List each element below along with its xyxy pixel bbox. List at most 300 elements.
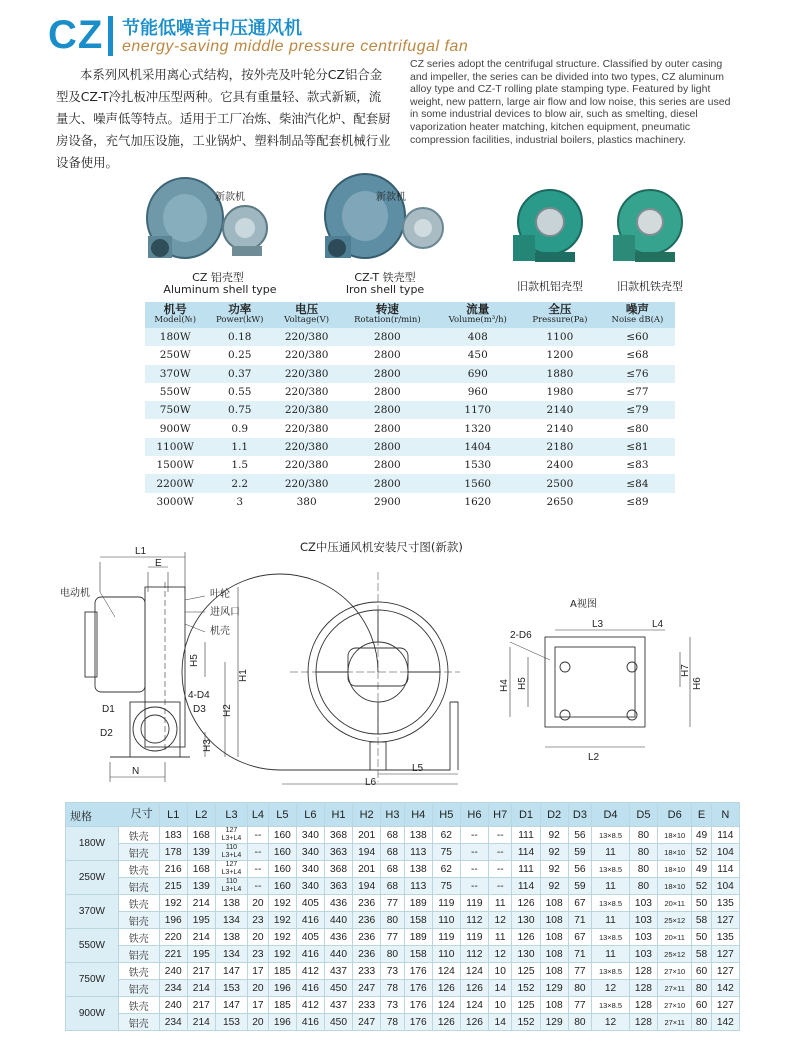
dim-4-D4: 4-D4: [188, 690, 210, 701]
dim-cell: 247: [353, 1014, 381, 1031]
dim-header: H1: [324, 803, 352, 827]
dim-cell: 112: [460, 912, 488, 929]
spec-cell: 2800: [339, 365, 435, 383]
spec-cell: 370W: [145, 365, 205, 383]
dim-cell: 68: [381, 844, 405, 861]
dim-type-cell: 铝壳: [118, 1014, 159, 1031]
spec-cell: 450: [436, 346, 520, 364]
dim-cell: 17: [248, 963, 269, 980]
dim-cell: 126: [512, 929, 540, 946]
dim-cell: 25×12: [657, 946, 691, 963]
dim-cell: 368: [324, 861, 352, 878]
dim-cell: 340: [296, 827, 324, 844]
dim-cell: 214: [187, 1014, 215, 1031]
dim-cell: 221: [159, 946, 187, 963]
spec-cell: 1.5: [205, 456, 274, 474]
side-view: [85, 552, 238, 782]
dim-model-cell: 900W: [66, 997, 119, 1031]
dim-cell: 135: [711, 929, 739, 946]
dim-cell: 138: [404, 861, 432, 878]
page-header: [48, 12, 748, 58]
dim-cell: 440: [324, 912, 352, 929]
dim-H6: H6: [692, 677, 703, 690]
dim-cell: 119: [460, 929, 488, 946]
spec-cell: 2800: [339, 346, 435, 364]
dim-cell: 168: [187, 861, 215, 878]
dim-cell: 176: [404, 980, 432, 997]
dim-cell: 436: [324, 929, 352, 946]
dim-cell: 240: [159, 997, 187, 1014]
dim-cell: 416: [296, 946, 324, 963]
dim-header: L4: [248, 803, 269, 827]
dim-cell: 75: [432, 878, 460, 895]
dim-cell: 160: [268, 878, 296, 895]
spec-cell: 380: [274, 493, 339, 511]
spec-cell: 250W: [145, 346, 205, 364]
dim-header: H2: [353, 803, 381, 827]
dim-cell: 113: [404, 878, 432, 895]
spec-cell: 1500W: [145, 456, 205, 474]
dim-cell: 114: [512, 844, 540, 861]
dim-cell: 147: [215, 997, 247, 1014]
dim-cell: 27×11: [657, 1014, 691, 1031]
dim-cell: 124: [460, 963, 488, 980]
dim-cell: 234: [159, 1014, 187, 1031]
dim-cell: --: [488, 878, 512, 895]
dim-row: [66, 1014, 740, 1031]
dim-cell: 405: [296, 929, 324, 946]
old-aluminum-fan-photo: [505, 180, 605, 275]
dim-cell: 58: [692, 946, 711, 963]
corner-size-label: 尺寸: [130, 807, 153, 820]
dim-cell: 73: [381, 963, 405, 980]
dim-cell: 20×11: [657, 929, 691, 946]
spec-row: [145, 438, 675, 456]
dim-cell: 77: [381, 895, 405, 912]
dim-cell: 73: [381, 997, 405, 1014]
old-aluminum-caption: 旧款机铝壳型: [517, 280, 583, 293]
dim-cell: 450: [324, 1014, 352, 1031]
dim-cell: 20: [248, 929, 269, 946]
dimension-table: [65, 802, 740, 1031]
spec-cell: 2200W: [145, 474, 205, 492]
dim-cell: 80: [692, 1014, 711, 1031]
dim-row: [66, 963, 740, 980]
dim-cell: 108: [540, 895, 568, 912]
dim-cell: 18×10: [657, 861, 691, 878]
cz-caption-cn: CZ 铝壳型: [192, 271, 244, 284]
dim-cell: 12: [592, 1014, 630, 1031]
dim-cell: 13×8.5: [592, 963, 630, 980]
dim-cell: 18×10: [657, 844, 691, 861]
czt-caption-cn: CZ-T 铁壳型: [354, 271, 416, 284]
new-label-2: 新款机: [376, 192, 406, 203]
spec-cell: 0.75: [205, 401, 274, 419]
dim-cell: 340: [296, 844, 324, 861]
dim-cell: 176: [404, 963, 432, 980]
dim-cell: 158: [404, 912, 432, 929]
spec-cell: 2800: [339, 401, 435, 419]
dim-cell: 78: [381, 980, 405, 997]
dim-cell: 17: [248, 997, 269, 1014]
spec-cell: ≤68: [600, 346, 675, 364]
dim-cell: 110 L3+L4: [215, 878, 247, 895]
dim-cell: 412: [296, 997, 324, 1014]
spec-cell: ≤89: [600, 493, 675, 511]
dim-cell: 124: [432, 963, 460, 980]
dim-cell: 130: [512, 912, 540, 929]
dim-cell: 13×8.5: [592, 929, 630, 946]
dim-cell: 11: [592, 844, 630, 861]
old-iron-caption: 旧款机铁壳型: [617, 280, 683, 293]
title-cn: 节能低噪音中压通风机: [122, 18, 302, 39]
dim-cell: 59: [568, 844, 592, 861]
dim-cell: 437: [324, 963, 352, 980]
dim-D2: D2: [100, 728, 113, 739]
dim-cell: 80: [568, 1014, 592, 1031]
spec-cell: 1100: [520, 328, 600, 346]
dim-cell: 119: [432, 895, 460, 912]
dim-header: D5: [629, 803, 657, 827]
spec-cell: 2800: [339, 328, 435, 346]
dim-cell: 71: [568, 912, 592, 929]
spec-table-body: [145, 328, 675, 511]
dim-cell: 127: [711, 963, 739, 980]
spec-table: [145, 302, 675, 511]
dim-D3: D3: [193, 704, 206, 715]
dim-cell: 59: [568, 878, 592, 895]
spec-cell: 2900: [339, 493, 435, 511]
dim-cell: 139: [187, 844, 215, 861]
spec-cell: 1.1: [205, 438, 274, 456]
dim-cell: 236: [353, 946, 381, 963]
dim-cell: 10: [488, 963, 512, 980]
dim-cell: 436: [324, 895, 352, 912]
dim-cell: 112: [460, 946, 488, 963]
spec-cell: 1100W: [145, 438, 205, 456]
spec-row: [145, 419, 675, 437]
dim-cell: 68: [381, 827, 405, 844]
dim-cell: 236: [353, 912, 381, 929]
dim-cell: 108: [540, 997, 568, 1014]
product-photos: [140, 168, 700, 308]
dim-row: [66, 895, 740, 912]
dim-cell: 58: [692, 912, 711, 929]
dim-cell: 104: [711, 878, 739, 895]
dim-cell: 368: [324, 827, 352, 844]
dim-cell: 114: [512, 878, 540, 895]
dim-cell: 134: [215, 946, 247, 963]
dim-cell: 363: [324, 844, 352, 861]
dim-cell: 126: [432, 1014, 460, 1031]
series-code: CZ: [48, 13, 104, 57]
dim-cell: 152: [512, 980, 540, 997]
dim-cell: 217: [187, 997, 215, 1014]
dim-cell: 111: [512, 861, 540, 878]
dim-L1: L1: [135, 546, 147, 557]
dim-cell: 80: [568, 980, 592, 997]
dim-cell: 405: [296, 895, 324, 912]
dim-cell: 108: [540, 929, 568, 946]
drawing-title: CZ中压通风机安装尺寸图(新款): [300, 540, 463, 554]
dim-cell: 127 L3+L4: [215, 861, 247, 878]
dim-cell: 56: [568, 861, 592, 878]
dim-H2: H2: [222, 704, 233, 717]
dim-cell: 10: [488, 997, 512, 1014]
spec-row: [145, 401, 675, 419]
dim-cell: 195: [187, 946, 215, 963]
spec-header-row: [145, 302, 675, 328]
spec-cell: 2140: [520, 419, 600, 437]
spec-cell: 1170: [436, 401, 520, 419]
dim-cell: --: [488, 827, 512, 844]
dim-cell: 67: [568, 929, 592, 946]
dim-header: D1: [512, 803, 540, 827]
dim-cell: 50: [692, 895, 711, 912]
dim-cell: 60: [692, 997, 711, 1014]
spec-row: [145, 456, 675, 474]
dim-cell: 416: [296, 980, 324, 997]
dim-header: H7: [488, 803, 512, 827]
spec-header: 功率 Power(kW): [205, 302, 274, 328]
dim-H3: H3: [202, 739, 213, 752]
spec-cell: ≤80: [600, 419, 675, 437]
dim-type-cell: 铁壳: [118, 963, 159, 980]
dim-header: D6: [657, 803, 691, 827]
dim-cell: --: [460, 861, 488, 878]
dim-type-cell: 铁壳: [118, 997, 159, 1014]
spec-header: 机号 Model(№): [145, 302, 205, 328]
dim-header: H6: [460, 803, 488, 827]
dim-cell: 125: [512, 997, 540, 1014]
dim-cell: 27×10: [657, 963, 691, 980]
dim-cell: 75: [432, 844, 460, 861]
dim-cell: 138: [215, 895, 247, 912]
dim-cell: 18×10: [657, 827, 691, 844]
dim-cell: 110 L3+L4: [215, 844, 247, 861]
a-view-labels: [499, 598, 703, 763]
dim-cell: 13×8.5: [592, 997, 630, 1014]
dim-cell: 20×11: [657, 895, 691, 912]
dim-cell: 77: [381, 929, 405, 946]
spec-row: [145, 493, 675, 511]
side-view-labels: [60, 546, 249, 777]
dim-2-D6: 2-D6: [510, 630, 532, 641]
dim-cell: 110: [432, 946, 460, 963]
dim-cell: 233: [353, 997, 381, 1014]
spec-cell: 900W: [145, 419, 205, 437]
dim-cell: 12: [488, 946, 512, 963]
dim-row: [66, 878, 740, 895]
dim-cell: 80: [629, 827, 657, 844]
dim-cell: 126: [460, 980, 488, 997]
dim-cell: 176: [404, 1014, 432, 1031]
dim-header: H4: [404, 803, 432, 827]
spec-header: 电压 Voltage(V): [274, 302, 339, 328]
dim-type-cell: 铝壳: [118, 878, 159, 895]
dim-cell: 11: [592, 878, 630, 895]
dim-H4: H4: [499, 679, 510, 692]
dim-cell: 127: [711, 946, 739, 963]
dim-cell: 49: [692, 861, 711, 878]
dim-header: D3: [568, 803, 592, 827]
spec-cell: 1980: [520, 383, 600, 401]
dim-type-cell: 铁壳: [118, 827, 159, 844]
dim-type-cell: 铝壳: [118, 912, 159, 929]
spec-cell: 1320: [436, 419, 520, 437]
spec-cell: 2800: [339, 456, 435, 474]
spec-cell: 2800: [339, 438, 435, 456]
dim-cell: 108: [540, 946, 568, 963]
dim-N: N: [132, 766, 140, 777]
dim-cell: 23: [248, 912, 269, 929]
dim-cell: 214: [187, 929, 215, 946]
dim-cell: 192: [268, 946, 296, 963]
dim-cell: 52: [692, 844, 711, 861]
cz-caption-en: Aluminum shell type: [163, 283, 277, 296]
dim-cell: 11: [488, 895, 512, 912]
dim-cell: 416: [296, 912, 324, 929]
spec-cell: ≤81: [600, 438, 675, 456]
dim-cell: 126: [432, 980, 460, 997]
dim-row: [66, 827, 740, 844]
dim-cell: 138: [215, 929, 247, 946]
dim-cell: --: [460, 878, 488, 895]
dim-cell: 240: [159, 963, 187, 980]
dim-cell: 185: [268, 963, 296, 980]
dim-cell: 189: [404, 929, 432, 946]
dim-cell: 27×11: [657, 980, 691, 997]
label-a-view: A视图: [570, 599, 597, 610]
dim-cell: 119: [432, 929, 460, 946]
spec-cell: 3: [205, 493, 274, 511]
spec-cell: ≤79: [600, 401, 675, 419]
spec-cell: 960: [436, 383, 520, 401]
dim-L3: L3: [592, 619, 604, 630]
header-divider: [108, 16, 113, 56]
dim-cell: 80: [629, 844, 657, 861]
dim-L6: L6: [365, 777, 377, 788]
spec-header: 全压 Pressure(Pa): [520, 302, 600, 328]
dim-cell: 138: [404, 827, 432, 844]
dim-table-body: [66, 827, 740, 1031]
spec-cell: 2180: [520, 438, 600, 456]
dim-cell: 153: [215, 1014, 247, 1031]
dim-cell: 214: [187, 895, 215, 912]
label-impeller: 叶轮: [210, 589, 230, 600]
dim-row: [66, 912, 740, 929]
dim-cell: 134: [215, 912, 247, 929]
spec-cell: 220/380: [274, 346, 339, 364]
spec-cell: 3000W: [145, 493, 205, 511]
dim-H5: H5: [189, 654, 200, 667]
label-inlet: 进风口: [210, 607, 240, 618]
dim-row: [66, 997, 740, 1014]
spec-cell: 220/380: [274, 383, 339, 401]
dim-cell: 11: [592, 946, 630, 963]
dim-cell: 13×8.5: [592, 861, 630, 878]
dim-cell: 129: [540, 1014, 568, 1031]
dim-cell: 27×10: [657, 997, 691, 1014]
corner-spec-label: 规格: [70, 810, 92, 823]
dim-H1: H1: [238, 669, 249, 682]
dim-header: L5: [268, 803, 296, 827]
dim-cell: 60: [692, 963, 711, 980]
dim-cell: --: [248, 844, 269, 861]
spec-cell: 220/380: [274, 401, 339, 419]
dim-row: [66, 929, 740, 946]
spec-cell: 1560: [436, 474, 520, 492]
dim-cell: 147: [215, 963, 247, 980]
dim-cell: 110: [432, 912, 460, 929]
dim-cell: 119: [460, 895, 488, 912]
dim-cell: 236: [353, 895, 381, 912]
dim-row: [66, 861, 740, 878]
dim-L4: L4: [652, 619, 664, 630]
label-motor: 电动机: [60, 588, 90, 599]
new-label-1: 新款机: [215, 192, 245, 203]
dim-cell: 192: [268, 912, 296, 929]
spec-cell: ≤60: [600, 328, 675, 346]
dim-cell: 11: [592, 912, 630, 929]
dim-cell: 214: [187, 980, 215, 997]
dim-cell: 178: [159, 844, 187, 861]
dim-cell: 440: [324, 946, 352, 963]
dim-cell: 416: [296, 1014, 324, 1031]
spec-cell: 2500: [520, 474, 600, 492]
dim-corner: [66, 803, 160, 827]
dim-cell: 412: [296, 963, 324, 980]
spec-cell: 220/380: [274, 328, 339, 346]
dim-cell: 450: [324, 980, 352, 997]
dim-cell: 50: [692, 929, 711, 946]
dim-model-cell: 250W: [66, 861, 119, 895]
spec-cell: 1880: [520, 365, 600, 383]
dim-cell: 153: [215, 980, 247, 997]
dim-cell: 127 L3+L4: [215, 827, 247, 844]
dim-cell: 14: [488, 1014, 512, 1031]
dim-H5-a: H5: [517, 677, 528, 690]
dim-cell: 20: [248, 980, 269, 997]
spec-cell: 0.18: [205, 328, 274, 346]
dim-cell: 129: [540, 980, 568, 997]
spec-cell: 220/380: [274, 419, 339, 437]
dim-cell: 18×10: [657, 878, 691, 895]
dim-header-row: [66, 803, 740, 827]
dim-cell: 12: [592, 980, 630, 997]
dim-cell: 194: [353, 844, 381, 861]
description-en: CZ series adopt the centrifugal structure. Classified by outer casing and impeller, the series can be divided into two types, CZ aluminum alloy type and CZ-T rolling plate stamping type. Featured by light weight, new pattern, large air flow and low noise, this series are used in some industrial devices to blow air, such as smelting, diesel vaporization heater matching, kitchen equipment, pneumatic compression facilities, industrial boilers, plastics machinery.: [410, 58, 731, 146]
label-casing: 机壳: [210, 626, 230, 637]
dim-cell: 437: [324, 997, 352, 1014]
dim-cell: 195: [187, 912, 215, 929]
dim-cell: 126: [512, 895, 540, 912]
dim-cell: 340: [296, 861, 324, 878]
dim-cell: 104: [711, 844, 739, 861]
dim-cell: 236: [353, 929, 381, 946]
spec-cell: 1200: [520, 346, 600, 364]
dim-cell: 168: [187, 827, 215, 844]
cz-aluminum-fan-photo: [140, 168, 270, 268]
dim-cell: 220: [159, 929, 187, 946]
spec-cell: 1404: [436, 438, 520, 456]
spec-cell: 1530: [436, 456, 520, 474]
spec-cell: 220/380: [274, 474, 339, 492]
spec-cell: 2800: [339, 383, 435, 401]
dim-cell: 196: [268, 980, 296, 997]
dim-E: E: [155, 558, 162, 569]
dim-cell: 52: [692, 878, 711, 895]
